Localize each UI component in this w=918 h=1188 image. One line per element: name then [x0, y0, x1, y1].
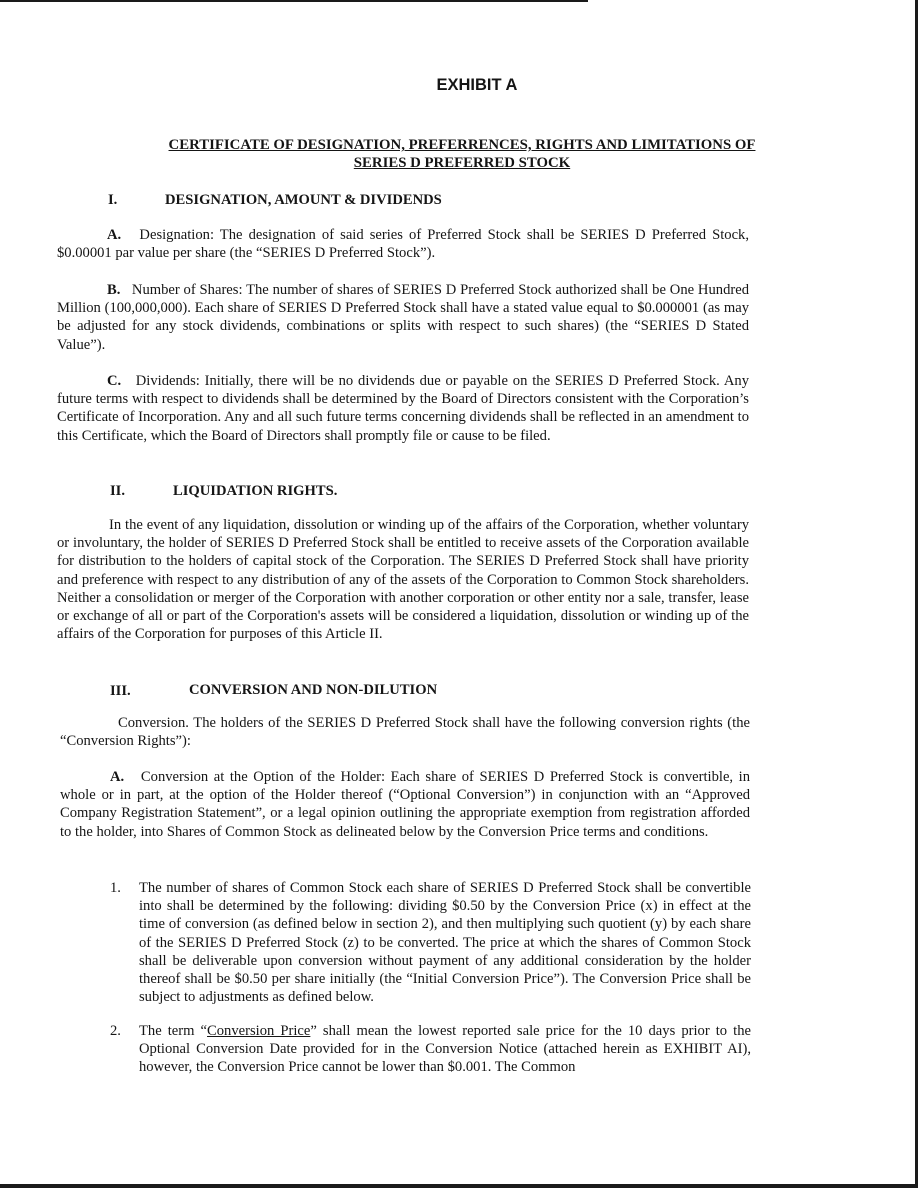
item-2-number: 2. [110, 1023, 121, 1039]
section-3-heading: CONVERSION AND NON-DILUTION [189, 682, 438, 698]
section-2-paragraph [57, 516, 749, 643]
paragraph-c-label: C. [107, 373, 122, 389]
certificate-title-line-2: SERIES D PREFERRED STOCK [353, 155, 571, 171]
section-3-intro-text: Conversion. The holders of the SERIES D Preferred Stock shall have the following conversion rights (the “Conversion Rights”): [60, 715, 750, 750]
scan-edge-bottom [0, 1184, 918, 1188]
paragraph-a-text: Designation: The designation of said series of Preferred Stock shall be SERIES D Preferred Stock, $0.00001 par value per share (the “SERIES D Preferred Stock”). [57, 227, 749, 262]
section-3-a-text: Conversion at the Option of the Holder: Each share of SERIES D Preferred Stock is convertible, in whole or in part, at the option of the Holder thereof (“Optional Conversion”) in conjunction with an “Approved Company Registration Statement”, or a legal opinion outlining the appropriate exemption from registration afforded to the holder, into Shares of Common Stock as delineated below by the Conversion Price terms and conditions. [60, 769, 751, 840]
section-1-paragraph-a [57, 226, 749, 262]
scan-edge-top [0, 0, 588, 2]
section-1-paragraph-c [57, 372, 749, 445]
exhibit-title: EXHIBIT A [436, 76, 518, 94]
section-1-number: I. [108, 192, 118, 208]
certificate-title-line-1: CERTIFICATE OF DESIGNATION, PREFERRENCES, RIGHTS AND LIMITATIONS OF [168, 137, 756, 153]
paragraph-c-text: Dividends: Initially, there will be no dividends due or payable on the SERIES D Preferred Stock. Any future terms with respect to dividends shall be determined by the Board of Directors consistent with the Corporation’s Certificate of Incorporation. Any and all such future terms concerning dividends shall be reflected in an amendment to this Certificate, which the Board of Directors shall promptly file or cause to be filed. [57, 373, 749, 444]
paragraph-b-label: B. [107, 282, 121, 298]
section-1-paragraph-b [57, 281, 749, 354]
item-1-number: 1. [110, 880, 121, 896]
section-1-heading: DESIGNATION, AMOUNT & DIVIDENDS [165, 192, 442, 208]
section-2-number: II. [110, 483, 126, 499]
section-2-heading: LIQUIDATION RIGHTS. [173, 483, 338, 499]
paragraph-b-text: Number of Shares: The number of shares of SERIES D Preferred Stock authorized shall be One Hundred Million (100,000,000). Each share of SERIES D Preferred Stock shall have a stated value equal to $0.000001 (as may be adjusted for any stock dividends, combinations or splits with respect to such shares) (the “SERIES D Stated Value”). [57, 282, 749, 353]
section-3-a-label: A. [110, 769, 125, 785]
section-3-number: III. [110, 683, 131, 699]
item-1-text: The number of shares of Common Stock each share of SERIES D Preferred Stock shall be convertible into shall be determined by the following: dividing $0.50 by the Conversion Price (x) in effect at the time of conversion (as defined below in section 2), and then multiplying such quotient (y) by each share of the SERIES D Preferred Stock (z) to be converted. The price at which the shares of Common Stock shall be deliverable upon conversion without payment of any additional consideration by the holder thereof shall be $0.50 per share initially (the “Initial Conversion Price”). The Conversion Price shall be subject to adjustments as defined below. [139, 880, 751, 1006]
certificate-title [100, 136, 824, 172]
paragraph-a-label: A. [107, 227, 122, 243]
item-2-text: ” shall mean the lowest reported sale price for the 10 days prior to the Optional Conversion Date provided for in the Conversion Notice (attached herein as EXHIBIT AI), however, the Conversion Price cannot be lower than $0.001. The Common [139, 1023, 751, 1076]
conversion-price-term: Conversion Price [207, 1023, 311, 1039]
item-2-lead: The term “ [139, 1023, 208, 1039]
section-3-paragraph-a [60, 768, 750, 841]
section-3-intro [60, 714, 750, 750]
item-2 [139, 1022, 751, 1077]
section-2-text: In the event of any liquidation, dissolution or winding up of the affairs of the Corporation, whether voluntary or involuntary, the holder of SERIES D Preferred Stock shall be entitled to receive assets of the Corporation available for distribution to the holders of capital stock of the Corporation. The SERIES D Preferred Stock shall have priority and preference with respect to any distribution of any of the assets of the Corporation to Common Stock shareholders. Neither a consolidation or merger of the Corporation with another corporation or other entity nor a sale, transfer, lease or exchange of all or part of the Corporation's assets will be considered a liquidation, dissolution or winding up of the affairs of the Corporation for purposes of this Article II. [57, 517, 749, 643]
